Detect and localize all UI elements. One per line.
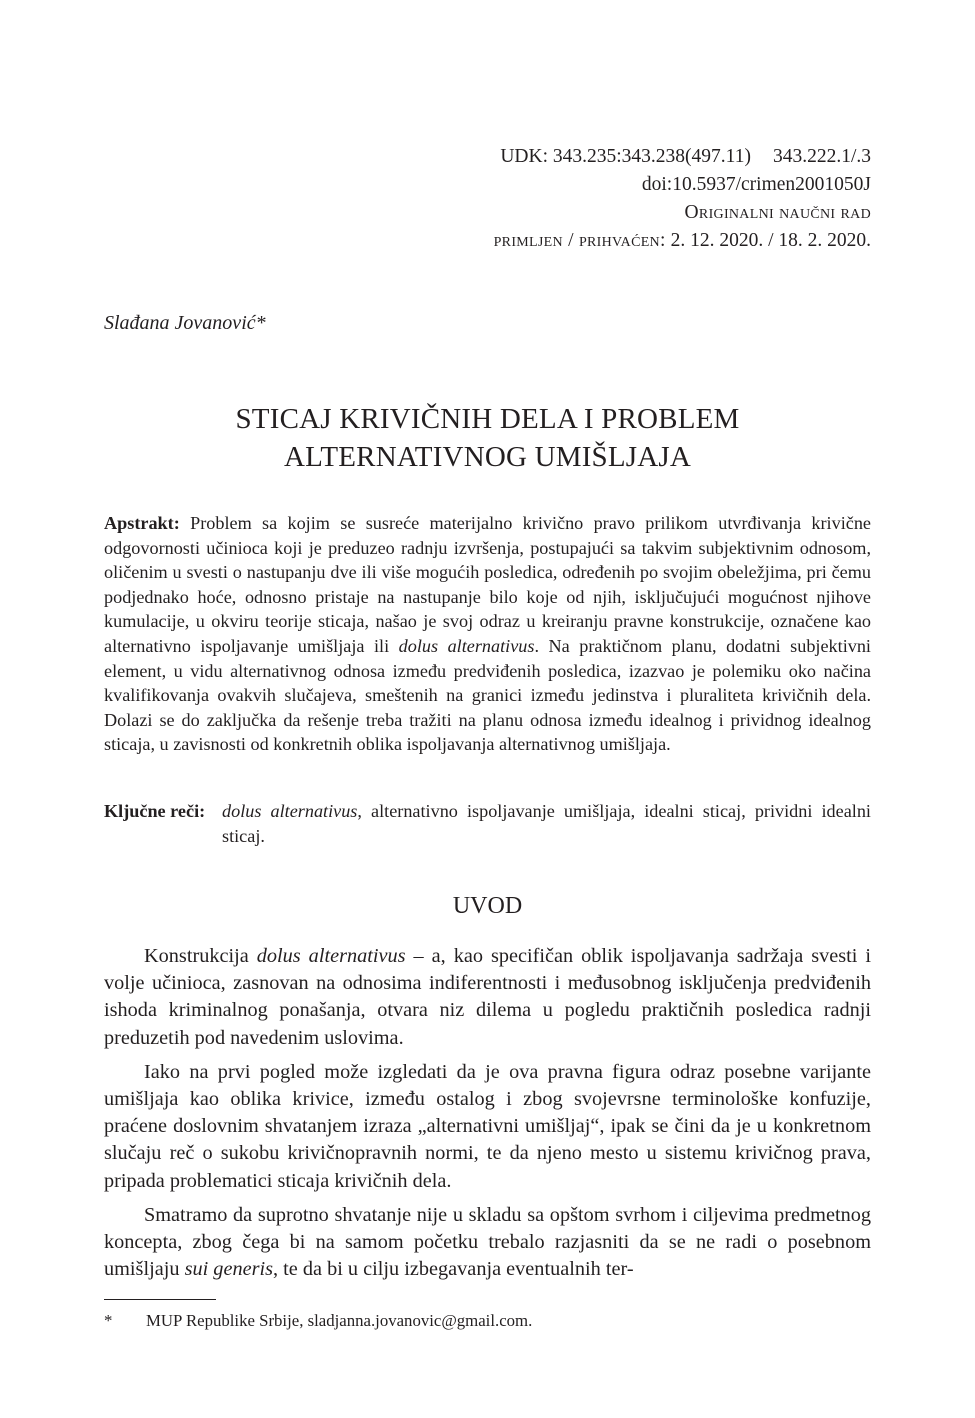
dates-value: 2. 12. 2020. / 18. 2. 2020. xyxy=(670,230,871,251)
paragraph-text: , te da bi u cilju izbegavanja eventualnih ter- xyxy=(273,1258,634,1281)
paragraph xyxy=(104,943,871,1052)
paragraph-text: Smatramo da suprotno shvatanje nije u skladu sa opštom svrhom i ciljevima predmetnog koncepta, zbog čega bi na samom početku trebalo razjasniti da se ne radi o posebnom umišljaju xyxy=(104,1203,871,1281)
article-type: Originalni naučni rad xyxy=(684,202,871,223)
footnote-divider xyxy=(104,1299,216,1300)
abstract xyxy=(104,511,871,757)
paragraph xyxy=(104,1059,871,1195)
abstract-label: Apstrakt: xyxy=(104,513,180,533)
author-name: Slađana Jovanović* xyxy=(104,312,266,334)
keywords-text xyxy=(222,799,871,848)
footnote xyxy=(104,1311,532,1331)
title-line-2: ALTERNATIVNOG UMIŠLJAJA xyxy=(283,441,692,473)
footnote-mark: * xyxy=(104,1311,113,1330)
section-heading: UVOD xyxy=(452,893,523,919)
keywords-italic: dolus alternativus xyxy=(222,801,358,821)
paragraph-text: Konstrukcija xyxy=(144,945,257,967)
paragraph-text: Iako na prvi pogled može izgledati da je ova pravna figura odraz posebne varijante umišljaja kao oblika krivice, između ostalog i zbog svojevrsne terminološke konfuzije, praćene doslovnim shvatanjem izraza „alternativni umišljaj“, ipak se čini da je u konkretnom slučaju reč o sukobu krivičnopravnih normi, te da njeno mesto u sistemu krivičnog prava, pripada problematici sticaja krivičnih dela. xyxy=(104,1060,871,1192)
paragraph-italic: sui generis xyxy=(184,1258,274,1281)
title-line-1: STICAJ KRIVIČNIH DELA I PROBLEM xyxy=(235,403,740,435)
body-text xyxy=(104,943,871,1290)
abstract-text-2: . Na praktičnom planu, dodatni subjektivni element, u vidu alternativnog odnosa između predviđenih posledica, izazvao je polemiku oko načina kvalifikovanja ovakvih slučajeva, smeštenih na granici između jedinstva i pluraliteta krivičnih dela. Dolazi se do zaključka da rešenje treba tražiti na planu odnosa između idealnog i prividnog idealnog sticaja, u zavisnosti od konkretnih oblika ispoljavanja alternativnog umišljaja. xyxy=(104,635,871,755)
keywords xyxy=(104,799,871,848)
article-metadata xyxy=(494,143,871,255)
paragraph xyxy=(104,1202,871,1284)
keywords-rest: , alternativno ispoljavanje umišljaja, idealni sticaj, prividni idealni sticaj. xyxy=(222,801,871,846)
footnote-text: MUP Republike Srbije, sladjanna.jovanovic@gmail.com. xyxy=(146,1311,533,1330)
keywords-label: Ključne reči: xyxy=(104,801,206,821)
udk-primary: UDK: 343.235:343.238(497.11) xyxy=(500,146,751,167)
abstract-italic: dolus alternativus xyxy=(398,635,535,656)
article-title xyxy=(104,400,871,476)
paragraph-italic: dolus alternativus xyxy=(256,945,406,967)
abstract-text-1: Problem sa kojim se susreće materijalno krivično pravo prilikom utvrđivanja krivične odgovornosti učinioca koji je preduzeo radnju izvršenja, postupajući sa takvim subjektivnim odnosom, oličenim u svesti o nastupanju dve ili više mogućih posledica, određenih po svojim obeležjima, pri čemu podjednako hoće, odnosno pristaje na nastupanje bilo koje od njih, isključujući mogućnost njihove kumulacije, u okviru teorije sticaja, našao je svoj odraz u kreiranju pravne konstrukcije, označene kao alternativno ispoljavanje umišljaja ili xyxy=(104,513,871,656)
doi: doi:10.5937/crimen2001050J xyxy=(641,174,871,195)
dates-label: primljen / prihvaćen: xyxy=(493,230,666,251)
udk-line xyxy=(494,143,871,171)
paragraph-text: – a, kao specifičan oblik ispoljavanja sadržaja svesti i volje učinioca, zasnovan na odnosima indiferentnosti i međusobnog isključenja predviđenih ishoda kriminalnog ponašanja, otvara niz dilema u pogledu praktičnih posledica radnji preduzetih pod navedenim uslovima. xyxy=(104,945,871,1049)
udk-secondary: 343.222.1/.3 xyxy=(772,146,871,167)
dates-line xyxy=(494,227,871,255)
